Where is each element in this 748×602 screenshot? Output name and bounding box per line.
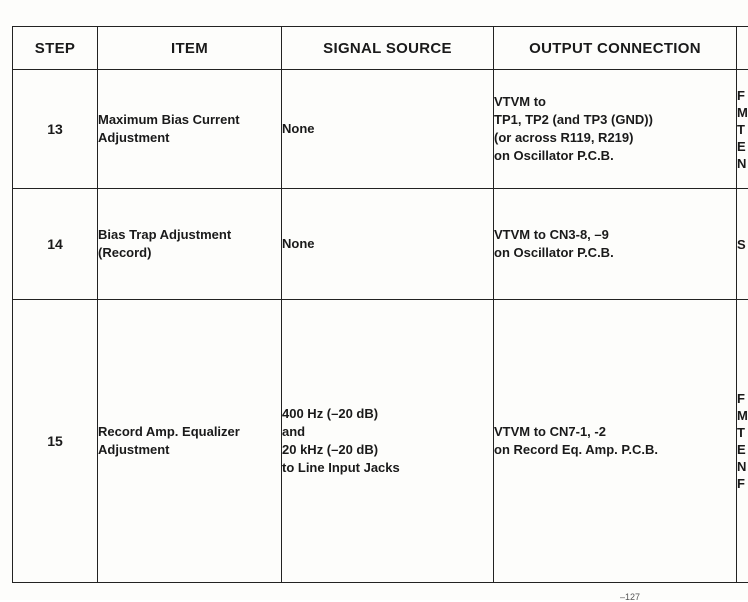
output-line: on Oscillator P.C.B. — [494, 244, 736, 262]
item-line: (Record) — [98, 244, 281, 262]
truncated-letter: F — [737, 390, 748, 407]
truncated-letter: F — [737, 475, 748, 492]
truncated-letter: M — [737, 407, 748, 424]
truncated-letter: S — [737, 236, 748, 253]
step-number: 15 — [13, 300, 98, 583]
header-output-connection: OUTPUT CONNECTION — [494, 27, 737, 70]
signal-source-line: and — [282, 423, 493, 441]
output-line: on Oscillator P.C.B. — [494, 147, 736, 165]
header-item: ITEM — [98, 27, 282, 70]
signal-source-line: None — [282, 120, 493, 138]
truncated-letter: E — [737, 441, 748, 458]
item-line: Maximum Bias Current — [98, 111, 281, 129]
truncated-letter: N — [737, 155, 748, 172]
header-truncated-column — [737, 27, 748, 70]
output-line: VTVM to CN3-8, –9 — [494, 226, 736, 244]
signal-source-line: 20 kHz (–20 dB) — [282, 441, 493, 459]
table-row — [13, 70, 748, 189]
truncated-letter: E — [737, 138, 748, 155]
output-connection-cell — [494, 189, 737, 300]
item-cell — [98, 70, 282, 189]
truncated-letter: N — [737, 458, 748, 475]
table-row — [13, 189, 748, 300]
output-line: (or across R119, R219) — [494, 129, 736, 147]
truncated-letter: T — [737, 424, 748, 441]
signal-source-cell — [282, 300, 494, 583]
truncated-letter: T — [737, 121, 748, 138]
truncated-cell — [737, 189, 748, 300]
signal-source-line: to Line Input Jacks — [282, 459, 493, 477]
adjustment-table — [12, 26, 748, 583]
output-line: VTVM to — [494, 93, 736, 111]
truncated-cell — [737, 300, 748, 583]
signal-source-line: 400 Hz (–20 dB) — [282, 405, 493, 423]
table-row — [13, 300, 748, 583]
item-cell — [98, 189, 282, 300]
page-number-fragment: –127 — [620, 592, 640, 602]
signal-source-cell — [282, 70, 494, 189]
output-connection-cell — [494, 70, 737, 189]
item-cell — [98, 300, 282, 583]
step-number: 13 — [13, 70, 98, 189]
signal-source-line: None — [282, 235, 493, 253]
truncated-cell — [737, 70, 748, 189]
output-line: on Record Eq. Amp. P.C.B. — [494, 441, 736, 459]
item-line: Adjustment — [98, 129, 281, 147]
output-line: TP1, TP2 (and TP3 (GND)) — [494, 111, 736, 129]
header-signal-source: SIGNAL SOURCE — [282, 27, 494, 70]
truncated-letter: F — [737, 87, 748, 104]
item-line: Record Amp. Equalizer — [98, 423, 281, 441]
header-step: STEP — [13, 27, 98, 70]
truncated-letter: M — [737, 104, 748, 121]
signal-source-cell — [282, 189, 494, 300]
item-line: Bias Trap Adjustment — [98, 226, 281, 244]
step-number: 14 — [13, 189, 98, 300]
table-header-row — [13, 27, 748, 70]
output-line: VTVM to CN7-1, -2 — [494, 423, 736, 441]
output-connection-cell — [494, 300, 737, 583]
item-line: Adjustment — [98, 441, 281, 459]
